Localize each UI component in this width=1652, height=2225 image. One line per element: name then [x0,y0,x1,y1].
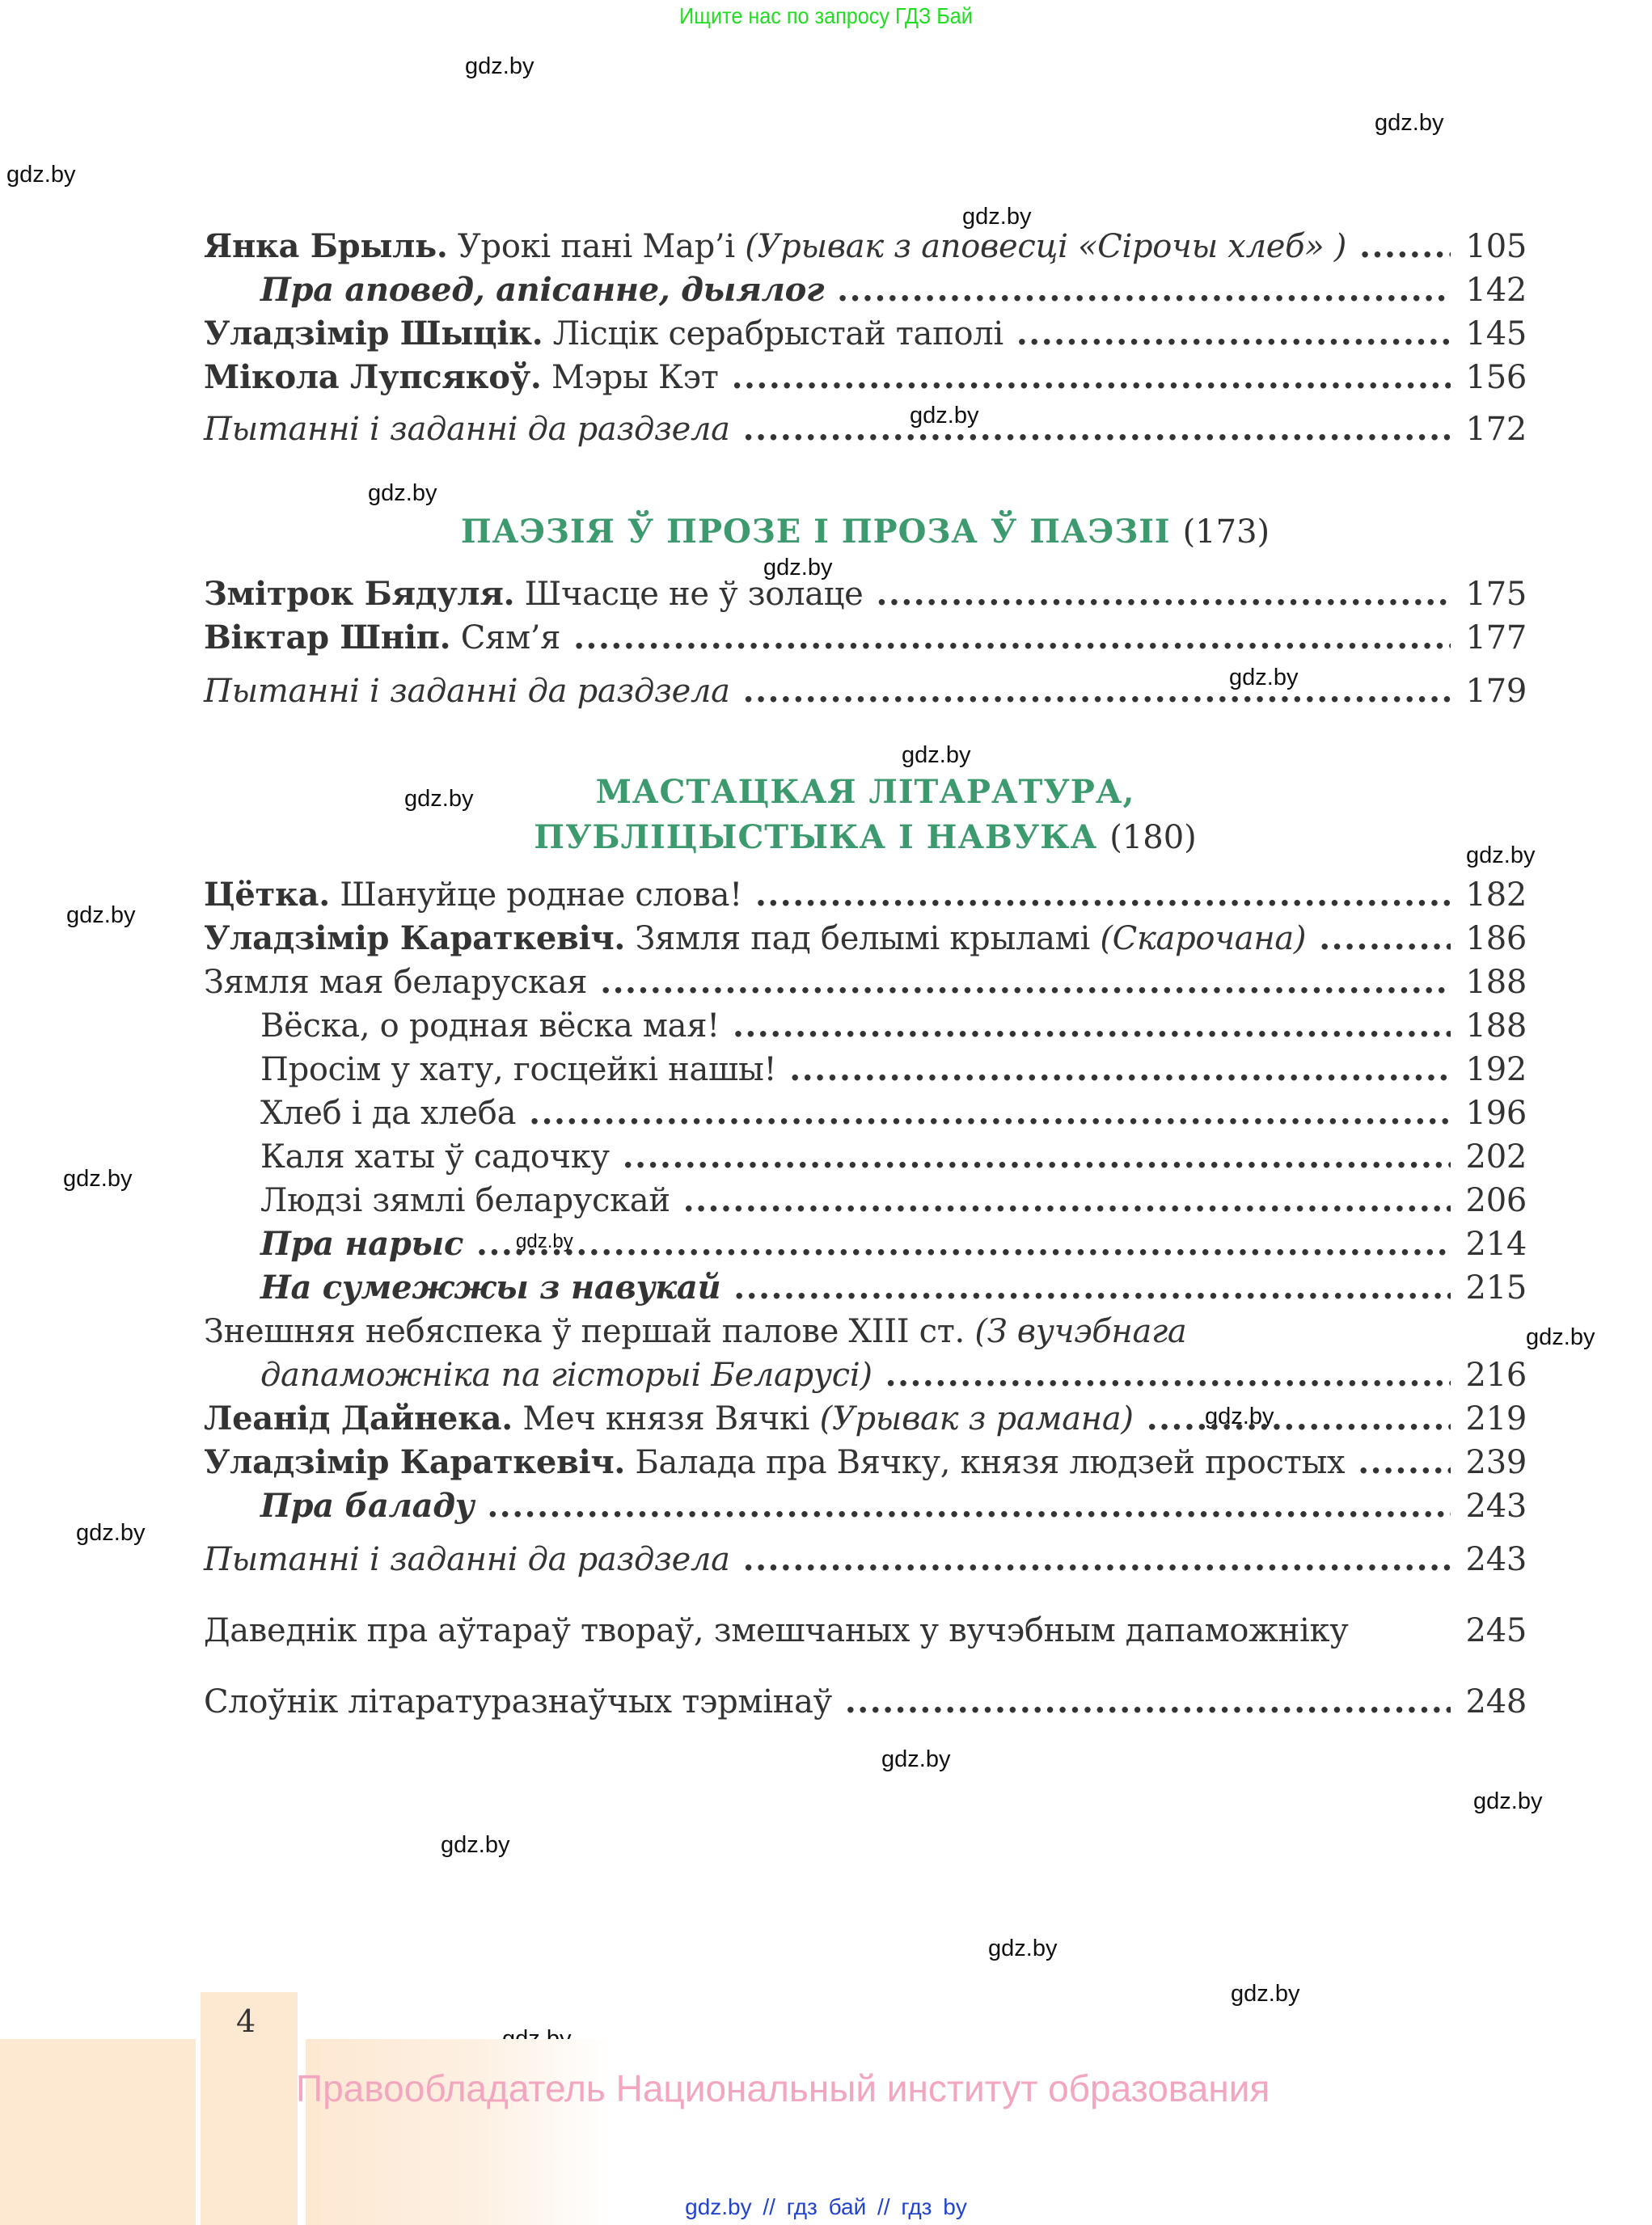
page-number: 179 [1465,673,1527,710]
page-number: 182 [1465,876,1527,914]
toc-subentry[interactable] [204,1266,1527,1310]
dot-leader [837,268,1451,312]
dot-leader [743,1538,1451,1581]
page-number: 243 [1465,1541,1527,1578]
work-title: Вёска, о родная вёска мая! [260,1007,720,1045]
dot-leader [732,356,1451,399]
page-number: 156 [1465,359,1527,396]
page-number: 177 [1465,619,1527,657]
entry-title [204,1266,720,1310]
entry-title [204,1048,776,1091]
watermark-text: gdz.by [1229,665,1299,690]
questions-title: Пытанні і заданні да раздзела [204,673,730,710]
page-number: 4 [236,2003,256,2039]
toc-subentry[interactable] [204,1135,1527,1179]
theory-title: На сумежжы з навукай [260,1269,721,1307]
watermark-text: gdz.by [66,902,136,928]
work-note: дапаможніка па гісторыі Беларусі) [260,1357,872,1394]
copyright-watermark: Правообладатель Национальный институт образования [296,2067,1270,2109]
entry-title [204,1004,720,1048]
entry-title [204,616,560,660]
toc-entry-questions[interactable] [204,669,1527,713]
toc-entry[interactable] [204,616,1527,660]
watermark-text: gdz.by [441,1832,510,1858]
section-page: (180) [1109,819,1197,856]
author-name: Мікола Лупсякоў. [204,358,542,396]
section-page: (173) [1182,513,1270,551]
entry-title [204,1397,1134,1441]
entry-title [204,1179,670,1222]
section-heading [204,511,1527,553]
dot-leader [1016,312,1451,356]
watermark-text: gdz.by [63,1166,133,1192]
dot-leader [743,407,1451,451]
entry-title [204,917,1306,961]
watermark-text: gdz.by [881,1746,951,1772]
page-number: 142 [1465,272,1527,309]
entry-title [204,1353,872,1397]
work-note: (Урывак з аповесці «Сірочы хлеб» ) [745,228,1347,265]
entry-title [204,1441,1345,1484]
dot-leader [600,961,1451,1004]
watermark-text: gdz.by [6,162,76,188]
dot-leader [623,1135,1451,1179]
toc-entry[interactable] [204,873,1527,917]
work-title: Хлеб і да хлеба [260,1095,517,1132]
theory-title: Пра нарыс [260,1225,464,1263]
work-title: Шчасце не ў золаце [514,576,864,613]
dot-leader [487,1484,1451,1528]
page-number: 216 [1465,1357,1527,1394]
watermark-text: gdz.by [516,1231,573,1252]
footer-links[interactable]: gdz.by // гдз бай // гдз by [685,2194,967,2219]
page-number: 196 [1465,1095,1527,1132]
entry-title [204,1484,474,1528]
author-name: Уладзімір Шыцік. [204,315,543,353]
entry-title [204,1538,730,1581]
entry-title [204,1609,1348,1653]
dot-leader [1359,225,1451,268]
toc-subentry[interactable] [204,1484,1527,1528]
work-note: (Скарочана) [1100,920,1307,957]
page-number: 105 [1465,228,1527,265]
author-name: Віктар Шніп. [204,619,451,657]
entry-title [204,1222,463,1266]
dot-leader [573,616,1451,660]
work-title: Людзі зямлі беларускай [260,1182,670,1219]
author-name: Уладзімір Караткевіч. [204,919,626,957]
entry-title [204,1135,610,1179]
entry-title [204,1091,516,1135]
work-title: Каля хаты ў садочку [260,1138,610,1176]
page-number: 214 [1465,1226,1527,1263]
watermark-text: gdz.by [1375,110,1444,136]
page-number: 215 [1465,1269,1527,1307]
entry-title [204,225,1346,268]
page-number: 145 [1465,315,1527,353]
work-title: Меч князя Вячкі [512,1400,820,1438]
dot-leader [743,669,1451,713]
dot-leader [877,572,1451,616]
watermark-text: gdz.by [1205,1404,1274,1429]
watermark-text: gdz.by [902,742,971,768]
work-title: Балада пра Вячку, князя людзей простых [625,1444,1346,1481]
dot-leader [755,873,1451,917]
work-note: (З вучэбнага [974,1313,1187,1350]
watermark-text: gdz.by [988,1936,1058,1961]
entry-title [204,961,587,1004]
entry-title [204,407,730,451]
toc-entry[interactable] [204,1441,1527,1484]
dot-leader [789,1048,1451,1091]
toc-subentry[interactable] [204,1048,1527,1091]
dot-leader [1319,917,1451,961]
author-name: Уладзімір Караткевіч. [204,1443,626,1481]
theory-title: Пра аповед, апісанне, дыялог [260,271,825,309]
dot-leader [683,1179,1451,1222]
work-title: Слоўнік літаратуразнаўчых тэрмінаў [204,1683,832,1720]
page-number: 206 [1465,1182,1527,1219]
toc-subentry[interactable] [204,1179,1527,1222]
entry-title [204,572,864,616]
toc-subentry[interactable] [204,1091,1527,1135]
page-number: 248 [1465,1683,1527,1720]
page-number: 219 [1465,1400,1527,1438]
toc-entry-continuation[interactable] [204,1353,1527,1397]
watermark-text: gdz.by [1526,1324,1595,1350]
search-banner[interactable]: Ищите нас по запросу ГДЗ Бай [679,3,973,28]
dot-leader [529,1091,1451,1135]
toc-entry-appendix[interactable] [204,1609,1527,1653]
toc-entry-questions[interactable] [204,1538,1527,1581]
watermark-text: gdz.by [404,786,474,812]
toc-entry[interactable] [204,1310,1527,1353]
work-note: (Урывак з рамана) [819,1400,1134,1438]
dot-leader [885,1353,1451,1397]
toc-entry[interactable] [204,917,1527,961]
page-number: 186 [1465,920,1527,957]
entry-title [204,1680,832,1724]
dot-leader [733,1004,1451,1048]
work-title: Знешняя небяспека ў першай палове XIII ст. [204,1313,975,1350]
toc-entry[interactable] [204,225,1527,268]
work-title: Зямля пад белымі крыламі [625,920,1101,957]
dot-leader [1147,1397,1451,1441]
work-title: Урокі пані Мар’і [447,228,746,265]
toc-entry[interactable] [204,1397,1527,1441]
work-title: Даведнік пра аўтараў твораў, змешчаных у вучэбным дапаможніку [204,1612,1349,1649]
page-number: 175 [1465,576,1527,613]
watermark-text: gdz.by [1231,1981,1300,2007]
page-number: 188 [1465,964,1527,1001]
theory-title: Пра баладу [260,1487,475,1525]
work-title: Мэры Кэт [541,359,719,396]
toc-entry[interactable] [204,572,1527,616]
watermark-text: gdz.by [763,555,833,581]
watermark-text: gdz.by [368,480,437,506]
entry-title [204,669,730,713]
watermark-text: gdz.by [76,1520,146,1546]
watermark-text: gdz.by [962,204,1032,230]
watermark-text: gdz.by [910,403,979,429]
dot-leader [733,1266,1451,1310]
toc-subentry[interactable] [204,1222,1527,1266]
toc-entry[interactable] [204,961,1527,1004]
questions-title: Пытанні і заданні да раздзела [204,1541,730,1578]
page-number: 245 [1465,1612,1527,1649]
entry-title [204,312,1003,356]
toc-entry-appendix[interactable] [204,1680,1527,1724]
work-title: Зямля мая беларуская [204,964,588,1001]
entry-title [204,1310,1186,1353]
author-name: Змітрок Бядуля. [204,575,515,613]
watermark-text: gdz.by [465,53,534,79]
toc-entry[interactable] [204,312,1527,356]
work-title: Просім у хату, госцейкі нашы! [260,1051,777,1088]
work-title: Лісцік серабрыстай таполі [543,315,1003,353]
page-number: 239 [1465,1444,1527,1481]
work-title: Сям’я [450,619,561,657]
watermark-text: gdz.by [1466,842,1536,868]
toc-entry[interactable] [204,356,1527,399]
section-title: ПАЭЗІЯ Ў ПРОЗЕ І ПРОЗА Ў ПАЭЗІІ [460,513,1171,551]
author-name: Янка Брыль. [204,227,448,265]
toc-entry[interactable] [204,268,1527,312]
work-title: Шануйце роднае слова! [329,876,742,914]
entry-title [204,356,719,399]
section-title-line1: МАСТАЦКАЯ ЛІТАРАТУРА, [595,773,1135,811]
page-number: 188 [1465,1007,1527,1045]
dot-leader [476,1222,1451,1266]
page-number: 192 [1465,1051,1527,1088]
dot-leader [845,1680,1451,1724]
toc-subentry[interactable] [204,1004,1527,1048]
author-name: Леанід Дайнека. [204,1400,513,1438]
entry-title [204,268,824,312]
section-heading [204,817,1527,859]
toc-entry-questions[interactable] [204,407,1527,451]
page-number: 202 [1465,1138,1527,1176]
section-heading [204,771,1527,813]
questions-title: Пытанні і заданні да раздзела [204,411,730,448]
page-number: 172 [1465,411,1527,448]
entry-title [204,873,742,917]
author-name: Цётка. [204,876,330,914]
dot-leader [1358,1441,1451,1484]
section-title-line2: ПУБЛІЦЫСТЫКА І НАВУКА [534,818,1098,856]
watermark-text: gdz.by [1473,1788,1543,1814]
page-number: 243 [1465,1488,1527,1525]
